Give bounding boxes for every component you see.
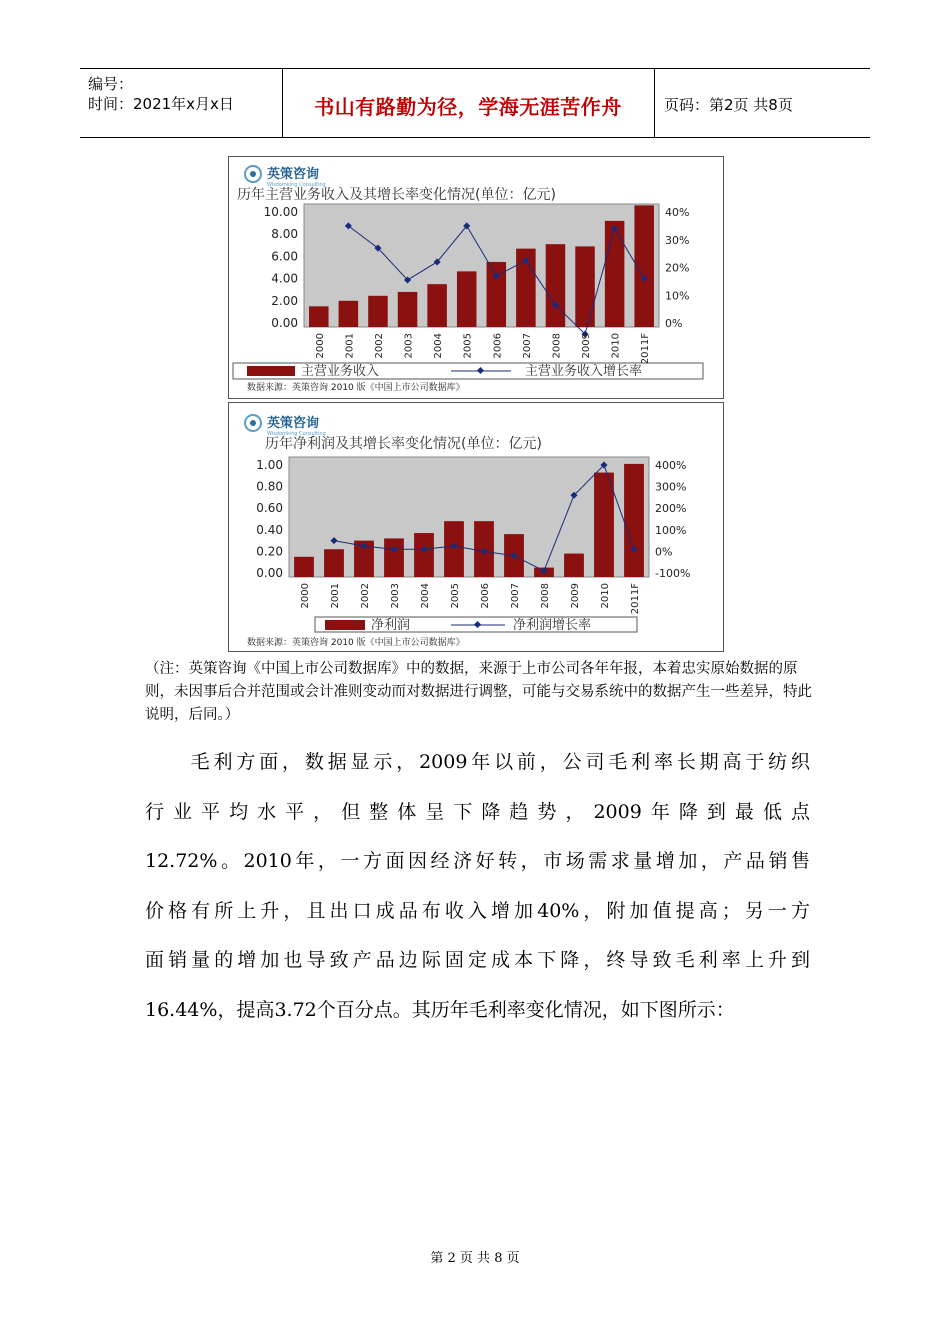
x-tick-label: 2004 [433,333,445,359]
page-header [80,68,870,138]
bar [427,284,447,327]
x-tick-label: 2005 [462,333,474,359]
bar [309,306,329,327]
bar [339,301,359,327]
x-tick-label: 2011F [630,583,641,615]
paragraph-line: 面销量的增加也导致产品边际固定成本下降，终导致毛利率上升到 [145,949,810,971]
legend-line-label: 净利润增长率 [513,618,592,633]
x-tick-label: 2003 [403,333,415,359]
bar [414,533,434,577]
y-right-tick-label: 10% [665,289,690,303]
legend-bar-swatch [247,366,295,376]
data-source: 数据来源：英策咨询 2010 版《中国上市公司数据库》 [247,638,465,648]
brand-name: 英策咨询 [267,416,320,431]
brand-logo [245,415,326,437]
y-right-tick-label: 30% [665,233,690,247]
y-left-tick-label: 6.00 [271,249,298,264]
bar [564,554,584,577]
x-tick-label: 2010 [610,333,622,359]
y-right-tick-label: 400% [655,459,687,472]
y-right-tick-label: 40% [665,206,690,219]
y-right-tick-label: -100% [655,567,691,580]
revenue-chart [228,156,724,399]
paragraph-line: 16.44%，提高3.72个百分点。其历年毛利率变化情况，如下图所示： [145,998,735,1021]
x-tick-label: 2009 [570,583,581,609]
bar [294,557,314,577]
bar [575,246,595,327]
paragraph-line: 12.72%。2010年，一方面因经济好转，市场需求量增加，产品销售 [145,850,810,872]
number-label: 编号： [88,75,134,93]
y-right-tick-label: 20% [665,261,690,275]
x-tick-label: 2000 [300,583,311,609]
y-left-tick-label: 0.60 [256,501,283,516]
bar [605,221,625,327]
plot-area [289,457,649,577]
x-tick-label: 2005 [450,583,461,609]
y-left-tick-label: 4.00 [271,271,298,286]
paragraph-line: 价格有所上升，且出口成品布收入增加40%，附加值提高；另一方 [145,899,810,922]
y-left-tick-label: 0.40 [256,522,283,537]
y-left-tick-label: 0.00 [271,316,298,330]
header-left-cell [80,69,283,137]
y-left-tick-label: 0.00 [256,566,283,580]
y-right-tick-label: 300% [655,480,687,494]
y-left-tick-label: 0.20 [256,544,283,559]
legend-line-label: 主营业务收入增长率 [525,364,643,379]
bar [398,292,418,327]
x-tick-label: 2010 [600,583,611,609]
profit-chart [228,402,724,652]
brand-sub: Wisdomking Consulting [267,182,326,188]
paragraph-line: 行业平均水平，但整体呈下降趋势，2009年降到最低点 [145,800,810,823]
x-tick-label: 2011F [640,333,652,365]
bar [546,244,566,327]
y-left-tick-label: 0.80 [256,479,283,494]
bar [457,271,477,327]
logo-dot-icon [250,420,256,426]
bar [368,296,388,327]
y-right-tick-label: 0% [655,545,673,559]
page-footer: 第 2 页 共 8 页 [430,1251,520,1266]
x-tick-label: 2008 [551,333,563,359]
x-tick-label: 2001 [344,333,356,359]
page-info: 页码：第2页 共8页 [664,96,793,114]
y-left-tick-label: 10.00 [263,205,298,219]
legend-bar-swatch [325,620,365,630]
motto: 书山有路勤为径，学海无涯苦作舟 [314,95,622,119]
y-left-tick-label: 2.00 [271,293,298,308]
y-left-tick-label: 8.00 [271,227,298,242]
paragraph-line: 毛利方面，数据显示，2009年以前，公司毛利率长期高于纺织 [145,751,810,773]
x-tick-label: 2009 [581,333,593,359]
bar [487,262,507,327]
plot-area [304,204,659,338]
bar [624,464,644,577]
revenue-chart-svg [229,157,723,398]
bar [324,549,344,577]
legend [233,363,703,379]
x-tick-label: 2002 [373,333,385,359]
x-tick-label: 2003 [390,583,401,609]
bar [594,473,614,577]
y-right-tick-label: 200% [655,502,687,516]
legend [315,617,637,633]
x-tick-label: 2004 [420,583,431,609]
brand-sub: Wisdomking Consulting [267,431,326,437]
x-tick-label: 2006 [480,583,491,609]
x-tick-label: 2002 [360,583,371,609]
x-tick-label: 2007 [510,583,521,609]
chart-title: 历年净利润及其增长率变化情况(单位：亿元) [265,436,542,452]
brand-name: 英策咨询 [267,167,320,182]
header-mid-cell [282,69,655,137]
data-source: 数据来源：英策咨询 2010 版《中国上市公司数据库》 [247,383,465,393]
time-label: 时间：2021年x月x日 [88,95,234,113]
profit-chart-svg [229,403,723,651]
x-tick-label: 2000 [314,333,326,359]
logo-dot-icon [250,171,256,177]
y-right-tick-label: 0% [665,317,683,330]
x-tick-label: 2001 [330,583,341,609]
chart-title: 历年主营业务收入及其增长率变化情况(单位：亿元) [237,187,556,203]
bar [384,538,404,577]
x-tick-label: 2006 [492,333,504,359]
legend-bar-label: 净利润 [371,618,411,633]
y-left-tick-label: 1.00 [256,458,283,472]
header-right-cell [654,69,870,137]
legend-bar-label: 主营业务收入 [301,364,380,379]
data-note: （注：英策咨询《中国上市公司数据库》中的数据，来源于上市公司各年年报，本着忠实原始数据的原则，未因事后合并范围或会计准则变动而对数据进行调整，可能与交易系统中的数据产生一些差异，特此说明，后同。） [145,661,812,723]
x-tick-label: 2008 [540,583,551,609]
y-right-tick-label: 100% [655,523,687,537]
gross-margin-paragraph [145,738,810,1035]
x-tick-label: 2007 [521,333,533,359]
brand-logo [245,166,326,188]
